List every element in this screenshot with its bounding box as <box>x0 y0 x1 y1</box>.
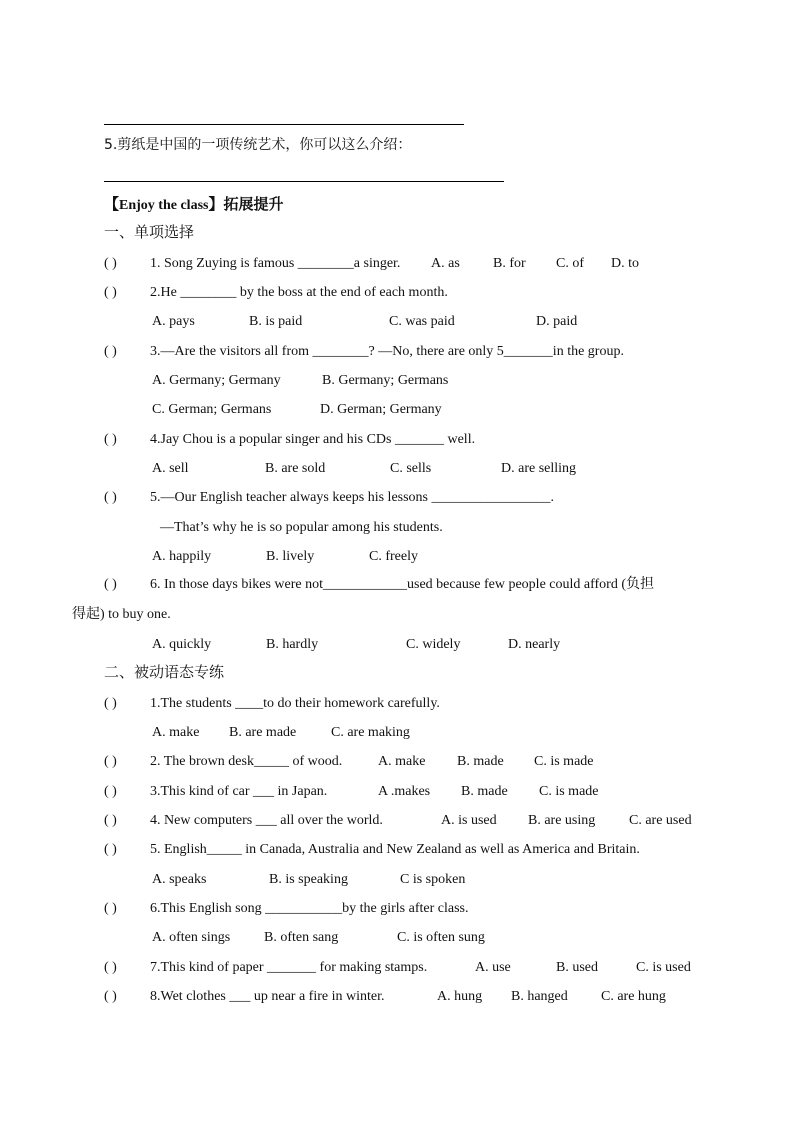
option-a: A. speaks <box>152 872 207 887</box>
question-response: —That’s why he is so popular among his students. <box>160 520 443 535</box>
option-a: A. hung <box>437 989 483 1004</box>
question-text: 2.He ________ by the boss at the end of each month. <box>150 285 448 300</box>
option-c: C. are used <box>629 813 692 828</box>
option-a: A. happily <box>152 549 212 564</box>
option-b: B. are sold <box>265 461 326 476</box>
option-c: C. are hung <box>601 989 666 1004</box>
option-b: B. is paid <box>249 314 303 329</box>
answer-blank: ( ) <box>104 989 117 1004</box>
option-c: C. sells <box>390 461 432 476</box>
answer-blank: ( ) <box>104 784 117 799</box>
option-b: B. is speaking <box>269 872 348 887</box>
option-c: C. of <box>556 256 584 271</box>
option-d: D. German; Germany <box>320 402 442 417</box>
option-d: D. to <box>611 256 639 271</box>
section1-title: 一、单项选择 <box>104 223 195 241</box>
question-text: 1.The students ____to do their homework carefully. <box>150 696 440 711</box>
option-a: A. often sings <box>152 930 231 945</box>
option-c: C. was paid <box>389 314 455 329</box>
question-text: 7.This kind of paper _______ for making stamps. <box>150 960 428 975</box>
option-a: A. is used <box>441 813 497 828</box>
question-text: 6. In those days bikes were not____________used because few people could afford (负担 <box>150 577 654 592</box>
option-a: A .makes <box>378 784 431 799</box>
answer-blank: ( ) <box>104 813 117 828</box>
section2-title: 二、被动语态专练 <box>104 663 225 681</box>
chinese-prompt-5: 5.剪纸是中国的一项传统艺术，你可以这么介绍： <box>104 137 412 153</box>
question-text-continued: 得起) to buy one. <box>72 607 171 622</box>
option-a: A. sell <box>152 461 189 476</box>
option-c: C. widely <box>406 637 461 652</box>
option-b: B. used <box>556 960 598 975</box>
answer-blank: ( ) <box>104 432 117 447</box>
answer-blank: ( ) <box>104 285 117 300</box>
option-a: A. as <box>431 256 460 271</box>
option-b: B. for <box>493 256 526 271</box>
question-text: 3.—Are the visitors all from ________? —No, there are only 5_______in the group. <box>150 344 624 359</box>
question-text: 4. New computers ___ all over the world. <box>150 813 383 828</box>
option-c: C is spoken <box>400 872 466 887</box>
option-b: B. are made <box>229 725 297 740</box>
option-d: D. nearly <box>508 637 561 652</box>
option-d: D. are selling <box>501 461 577 476</box>
option-b: B. are using <box>528 813 596 828</box>
question-text: 4.Jay Chou is a popular singer and his CDs _______ well. <box>150 432 476 447</box>
option-c: C. is made <box>534 754 594 769</box>
option-b: B. made <box>457 754 504 769</box>
heading-chinese: 拓展提升 <box>223 195 284 213</box>
answer-line-top <box>104 124 464 125</box>
answer-blank: ( ) <box>104 577 117 592</box>
question-text: 1. Song Zuying is famous ________a singer. <box>150 256 401 271</box>
option-d: D. paid <box>536 314 578 329</box>
option-b: B. often sang <box>264 930 339 945</box>
option-c: C. German; Germans <box>152 402 272 417</box>
option-b: B. lively <box>266 549 315 564</box>
answer-blank: ( ) <box>104 256 117 271</box>
option-b: B. made <box>461 784 508 799</box>
option-c: C. are making <box>331 725 410 740</box>
question-text: 5.—Our English teacher always keeps his lessons _________________. <box>150 490 554 505</box>
enjoy-heading <box>104 195 284 215</box>
option-a: A. quickly <box>152 637 212 652</box>
answer-line-bottom <box>104 181 504 182</box>
option-c: C. is used <box>636 960 691 975</box>
answer-blank: ( ) <box>104 490 117 505</box>
question-text: 6.This English song ___________by the girls after class. <box>150 901 469 916</box>
option-b: B. hanged <box>511 989 568 1004</box>
option-a: A. use <box>475 960 511 975</box>
question-text: 8.Wet clothes ___ up near a fire in winter. <box>150 989 385 1004</box>
heading-bracket-open: 【 <box>104 195 120 213</box>
question-text: 3.This kind of car ___ in Japan. <box>150 784 328 799</box>
answer-blank: ( ) <box>104 344 117 359</box>
heading-bracket-close: 】 <box>208 195 224 213</box>
answer-blank: ( ) <box>104 842 117 857</box>
option-a: A. Germany; Germany <box>152 373 281 388</box>
question-text: 5. English_____ in Canada, Australia and New Zealand as well as America and Britain. <box>150 842 640 857</box>
answer-blank: ( ) <box>104 754 117 769</box>
option-a: A. make <box>378 754 426 769</box>
option-c: C. is often sung <box>397 930 485 945</box>
heading-english: Enjoy the class <box>119 198 209 213</box>
question-text: 2. The brown desk_____ of wood. <box>150 754 343 769</box>
option-b: B. Germany; Germans <box>322 373 449 388</box>
option-a: A. make <box>152 725 200 740</box>
option-b: B. hardly <box>266 637 319 652</box>
answer-blank: ( ) <box>104 696 117 711</box>
option-c: C. is made <box>539 784 599 799</box>
option-a: A. pays <box>152 314 195 329</box>
answer-blank: ( ) <box>104 960 117 975</box>
option-c: C. freely <box>369 549 418 564</box>
answer-blank: ( ) <box>104 901 117 916</box>
